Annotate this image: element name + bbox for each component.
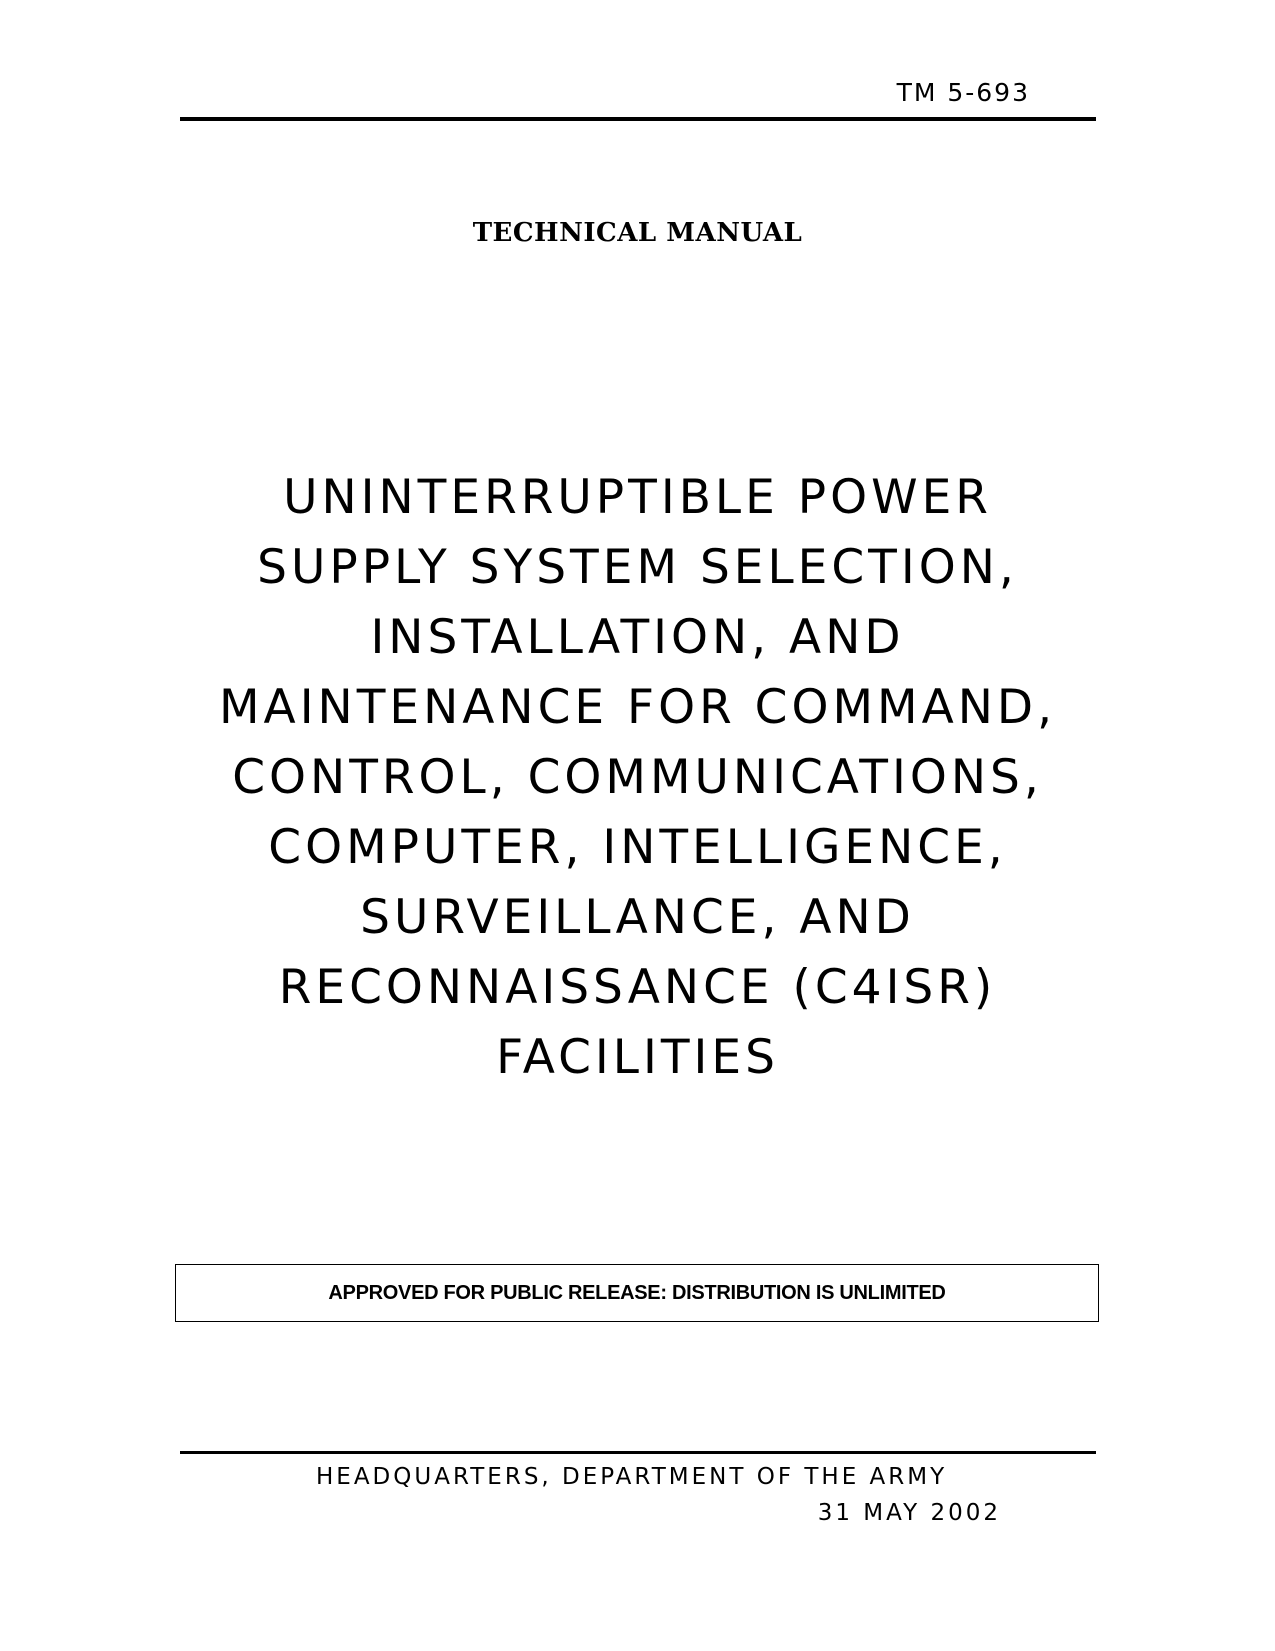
release-statement: APPROVED FOR PUBLIC RELEASE: DISTRIBUTION IS UNLIMITED <box>328 1281 946 1304</box>
bottom-rule <box>180 1451 1096 1454</box>
publication-date: 31 MAY 2002 <box>817 1500 1001 1526</box>
document-title: UNINTERRUPTIBLE POWER SUPPLY SYSTEM SELECTION, INSTALLATION, AND MAINTENANCE FOR COMMAND, CONTROL, COMMUNICATIONS, COMPUTER, INTELLIGENCE, SURVEILLANCE, AND RECONNAISSANCE (C4ISR) FACILITIES <box>218 470 1057 1085</box>
document-type: TECHNICAL MANUAL <box>472 218 803 248</box>
issuing-authority: HEADQUARTERS, DEPARTMENT OF THE ARMY <box>316 1464 948 1490</box>
release-statement-box <box>175 1264 1099 1322</box>
document-number: TM 5-693 <box>896 78 1030 107</box>
top-rule <box>180 117 1096 121</box>
